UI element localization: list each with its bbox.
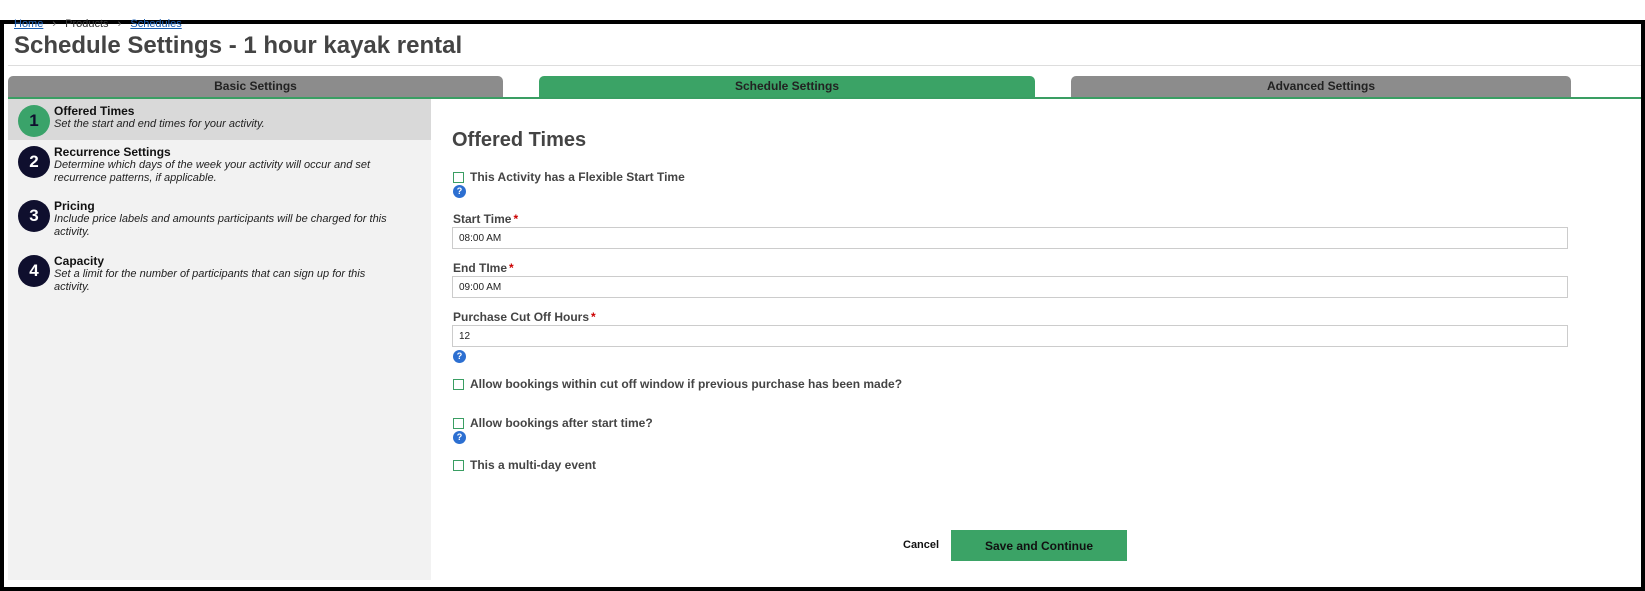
end-time-label: End TIme * [453, 261, 514, 275]
step-capacity[interactable] [8, 254, 431, 294]
breadcrumb-schedules-link[interactable]: Schedules [130, 18, 182, 30]
section-title: Offered Times [452, 129, 587, 151]
multi-day-row [453, 458, 596, 472]
flexible-start-row [453, 170, 685, 184]
step-recurrence-settings[interactable] [8, 145, 431, 185]
breadcrumb-home-link[interactable]: Home [14, 18, 44, 30]
allow-within-cutoff-checkbox[interactable] [453, 379, 464, 390]
allow-after-start-checkbox[interactable] [453, 418, 464, 429]
tab-basic-settings[interactable]: Basic Settings [8, 76, 503, 97]
tab-advanced-settings[interactable]: Advanced Settings [1071, 76, 1571, 97]
breadcrumb [14, 18, 182, 30]
steps-sidebar [8, 99, 431, 580]
app-frame [0, 20, 1645, 591]
breadcrumb-separator: › [52, 18, 57, 30]
step-number-badge: 4 [18, 255, 50, 287]
multi-day-checkbox[interactable] [453, 460, 464, 471]
multi-day-label: This a multi-day event [470, 458, 597, 472]
required-mark: * [513, 212, 519, 226]
help-icon[interactable]: ? [453, 185, 466, 198]
end-time-field[interactable] [452, 276, 1568, 298]
step-title: Capacity [54, 254, 105, 268]
title-divider [8, 65, 1641, 66]
flexible-start-checkbox[interactable] [453, 172, 464, 183]
start-time-label: Start Time * [453, 212, 519, 226]
step-description: Include price labels and amounts participants will be charged for this activity. [54, 213, 387, 238]
step-description: Determine which days of the week your activity will occur and set recurrence patterns, if applicable. [54, 159, 371, 184]
offered-times-form [431, 99, 1641, 580]
step-number-badge: 1 [18, 105, 50, 137]
step-description: Set a limit for the number of participants that can sign up for this activity. [54, 268, 366, 293]
page-title: Schedule Settings - 1 hour kayak rental [14, 32, 463, 59]
step-pricing[interactable] [8, 199, 431, 239]
tab-schedule-settings[interactable]: Schedule Settings [539, 76, 1035, 97]
required-mark: * [591, 310, 596, 324]
start-time-field[interactable] [452, 227, 1568, 249]
step-offered-times[interactable] [8, 99, 431, 140]
help-icon[interactable]: ? [453, 431, 466, 444]
cutoff-hours-label: Purchase Cut Off Hours * [453, 310, 596, 324]
required-mark: * [509, 261, 514, 275]
save-and-continue-button[interactable]: Save and Continue [951, 530, 1127, 561]
cutoff-hours-field[interactable] [452, 325, 1568, 347]
step-description: Set the start and end times for your activity. [54, 118, 265, 130]
step-title: Recurrence Settings [54, 145, 171, 159]
step-number-badge: 2 [18, 146, 50, 178]
settings-tabs [8, 76, 1641, 99]
allow-within-cutoff-row [453, 377, 902, 391]
flexible-start-label: This Activity has a Flexible Start Time [470, 170, 685, 184]
step-title: Offered Times [54, 104, 135, 118]
allow-within-cutoff-label: Allow bookings within cut off window if previous purchase has been made? [470, 377, 903, 391]
cancel-button[interactable]: Cancel [903, 539, 940, 551]
step-title: Pricing [54, 199, 95, 213]
breadcrumb-separator: › [117, 18, 122, 30]
allow-after-start-row [453, 416, 653, 430]
help-icon[interactable]: ? [453, 350, 466, 363]
allow-after-start-label: Allow bookings after start time? [470, 416, 653, 430]
step-number-badge: 3 [18, 200, 50, 232]
breadcrumb-products: Products [65, 18, 109, 30]
